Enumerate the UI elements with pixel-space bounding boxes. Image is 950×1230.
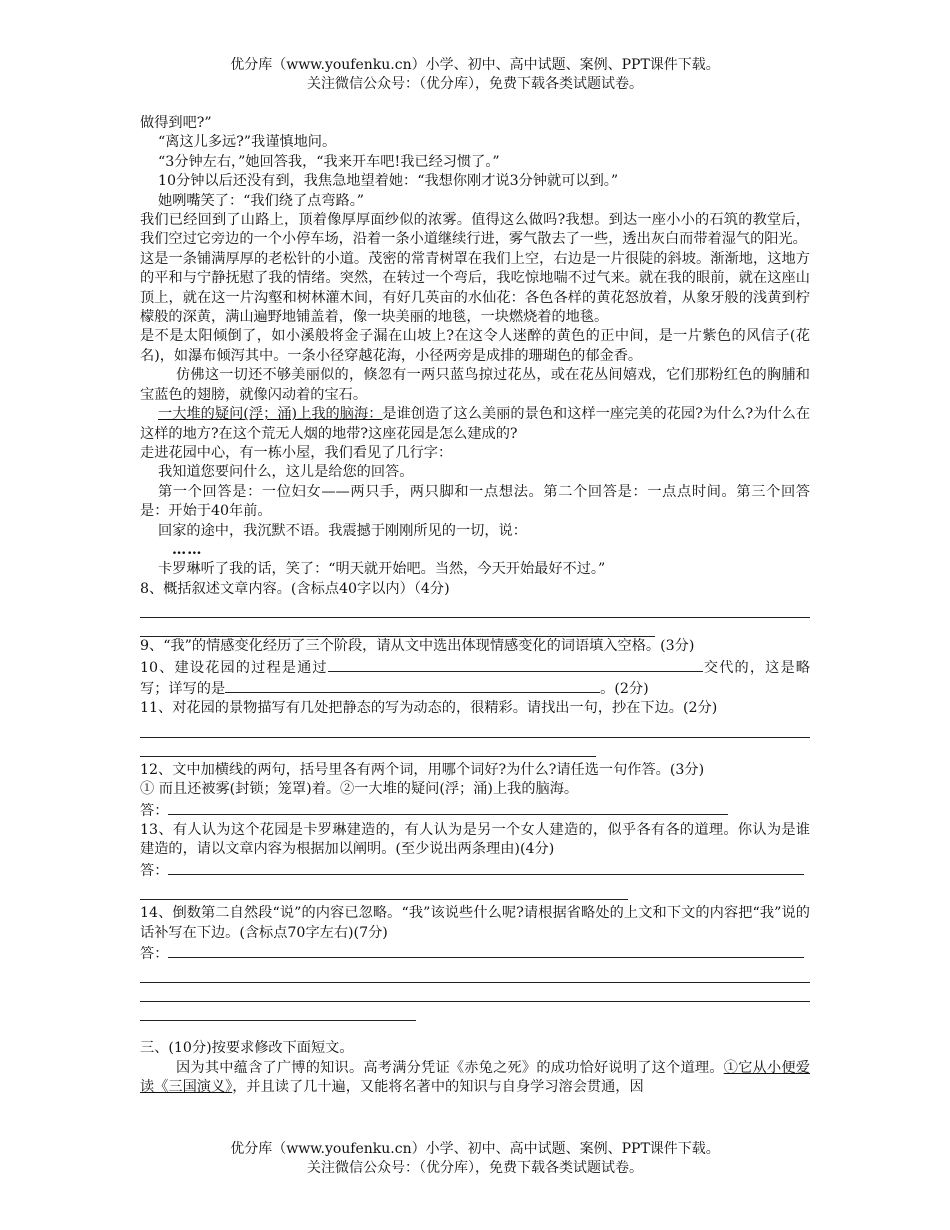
passage-paragraph: 仿佛这一切还不够美丽似的，倏忽有一两只蓝鸟掠过花丛，或在花丛间嬉戏，它们那粉红色的胸脯和宝蓝色的翅膀，就像闪动着的宝石。 <box>140 367 810 403</box>
answer-line[interactable] <box>140 738 596 757</box>
passage-paragraph: 10分钟以后还没有到，我焦急地望着她：“我想你刚才说3分钟就可以到。” <box>158 173 619 190</box>
passage-paragraph-questions <box>140 405 810 444</box>
question-9: 9、“我”的情感变化经历了三个阶段，请从文中选出体现情感变化的词语填入空格。(3分) <box>140 638 695 655</box>
passage-text: 是谁创造了这么美丽的景色和这样一座完美的花园?为什么?为什么在这样的地方?在这个荒无人烟的地带?这座花园是怎么建成的? <box>140 406 811 442</box>
page-header <box>0 56 950 94</box>
section-3-text <box>140 1059 810 1098</box>
question-14: 14、倒数第二自然段“说”的内容已忽略。“我”该说些什么呢?请根据省略处的上文和下文的内容把“我”说的话补写在下边。(含标点70字左右)(7分) <box>140 905 810 941</box>
question-11: 11、对花园的景物描写有几处把静态的写为动态的，很精彩。请找出一句，抄在下边。(2分) <box>140 700 718 717</box>
answer-line[interactable] <box>140 983 810 1002</box>
header-line-2: 关注微信公众号：（优分库），免费下载各类试题试卷。 <box>307 76 643 92</box>
footer-line-2: 关注微信公众号：（优分库），免费下载各类试题试卷。 <box>307 1160 643 1176</box>
question-12: 12、文中加横线的两句，括号里各有两个词，用哪个词好?为什么?请任选一句作答。(3分) <box>140 761 705 778</box>
answer-blank[interactable] <box>225 678 600 693</box>
question-10-text: 交代的，这是略写；详写的是 <box>140 659 810 697</box>
underlined-sentence: ①它从小便爱读《三国演义》 <box>140 1059 810 1096</box>
question-13: 13、有人认为这个花园是卡罗琳建造的，有人认为是另一个女人建造的，似乎各有各的道理。你认为是谁建造的，请以文章内容为根据加以阐明。(至少说出两条理由)(4分) <box>140 822 810 858</box>
passage-paragraph: 卡罗琳听了我的话，笑了：“明天就开始吧。当然，今天开始最好不过。” <box>158 561 606 578</box>
question-8: 8、概括叙述文章内容。(含标点40字以内）（4分) <box>140 580 450 597</box>
passage-paragraph: 这是一条铺满厚厚的老松针的小道。茂密的常青树罩在我们上空，右边是一片很陡的斜坡。渐渐地，这地方的平和与宁静抚慰了我的情绪。突然，在转过一个弯后，我吃惊地喘不过气来。就在我的眼前，就在这座山顶上，就在这一片沟壑和树林灌木间，有好几英亩的水仙花：各色各样的黄花怒放着，从象牙般的浅黄到柠檬般的深黄，满山遍野地铺盖着，像一块美丽的地毯，一块燃烧着的地毯。 <box>140 250 810 326</box>
passage-paragraph: 她咧嘴笑了：“我们绕了点弯路。” <box>158 192 365 209</box>
spacer <box>140 1021 810 1039</box>
answer-row <box>140 800 810 821</box>
passage-paragraph: 我知道您要问什么，这儿是给您的回答。 <box>158 464 414 481</box>
answer-blank[interactable] <box>168 800 728 815</box>
section-3-sentence: 因为其中蕴含了广博的知识。高考满分凭证《赤兔之死》的成功恰好说明了这个道理。 <box>176 1059 724 1076</box>
answer-row <box>140 943 810 964</box>
answer-line[interactable] <box>140 719 810 738</box>
header-line-1: 优分库（www.youfenku.cn）小学、初中、高中试题、案例、PPT课件下载。 <box>230 57 720 73</box>
answer-row <box>140 860 810 881</box>
page-footer <box>0 1140 950 1178</box>
passage-paragraph: “离这儿多远?”我谨慎地问。 <box>158 134 337 151</box>
passage-paragraph: 我们已经回到了山路上，顶着像厚厚面纱似的浓雾。值得这么做吗?我想。到达一座小小的石筑的教堂后，我们空过它旁边的一个小停车场，沿着一条小道继续行进，雾气散去了一些，透出灰白而带着湿气的阳光。 <box>140 212 810 248</box>
answer-blank[interactable] <box>168 860 804 875</box>
question-10-text: 。(2分) <box>600 680 649 697</box>
answer-line[interactable] <box>140 599 810 618</box>
passage-paragraph: 走进花园中心，有一栋小屋，我们看见了几行字： <box>140 444 453 461</box>
passage-paragraph: 回家的途中，我沉默不语。我震撼于刚刚所见的一切，说： <box>158 522 527 539</box>
section-3-title: 三、(10分)按要求修改下面短文。 <box>140 1040 354 1057</box>
document-body <box>140 114 810 1098</box>
question-10-text: 10、建设花园的过程是通过 <box>140 659 328 676</box>
footer-line-1: 优分库（www.youfenku.cn）小学、初中、高中试题、案例、PPT课件下载。 <box>230 1141 720 1157</box>
passage-paragraph: 第一个回答是：一位妇女——两只手，两只脚和一点想法。第二个回答是：一点点时间。第三个回答是：开始于40年前。 <box>140 483 810 520</box>
answer-line[interactable] <box>140 1002 416 1021</box>
ellipsis: …… <box>172 541 203 558</box>
answer-label: 答： <box>140 802 169 819</box>
passage-paragraph: 做得到吧?” <box>140 115 212 131</box>
question-10 <box>140 657 810 700</box>
answer-label: 答： <box>140 946 169 963</box>
section-3-sentence: ，并且读了几十遍，又能将名著中的知识与自身学习溶会贯通，因 <box>232 1079 644 1096</box>
answer-line[interactable] <box>140 618 655 637</box>
passage-paragraph: 是不是太阳倾倒了，如小溪般将金子漏在山坡上?在这令人迷醉的黄色的正中间，是一片紫色的风信子(花名)，如瀑布倾泻其中。一条小径穿越花海，小径两旁是成排的珊瑚色的郁金香。 <box>140 328 810 364</box>
passage-paragraph: “3分钟左右，”她回答我，“我来开车吧!我已经习惯了。” <box>158 153 500 170</box>
question-12-items: ① 而且还被雾(封锁；笼罩)着。②一大堆的疑问(浮；涌)上我的脑海。 <box>140 781 579 798</box>
underlined-sentence: 一大堆的疑问(浮；涌)上我的脑海： <box>158 406 383 423</box>
answer-label: 答： <box>140 862 169 879</box>
answer-line[interactable] <box>140 881 628 900</box>
answer-line[interactable] <box>140 964 810 983</box>
answer-blank[interactable] <box>168 943 804 958</box>
answer-blank[interactable] <box>328 657 703 672</box>
